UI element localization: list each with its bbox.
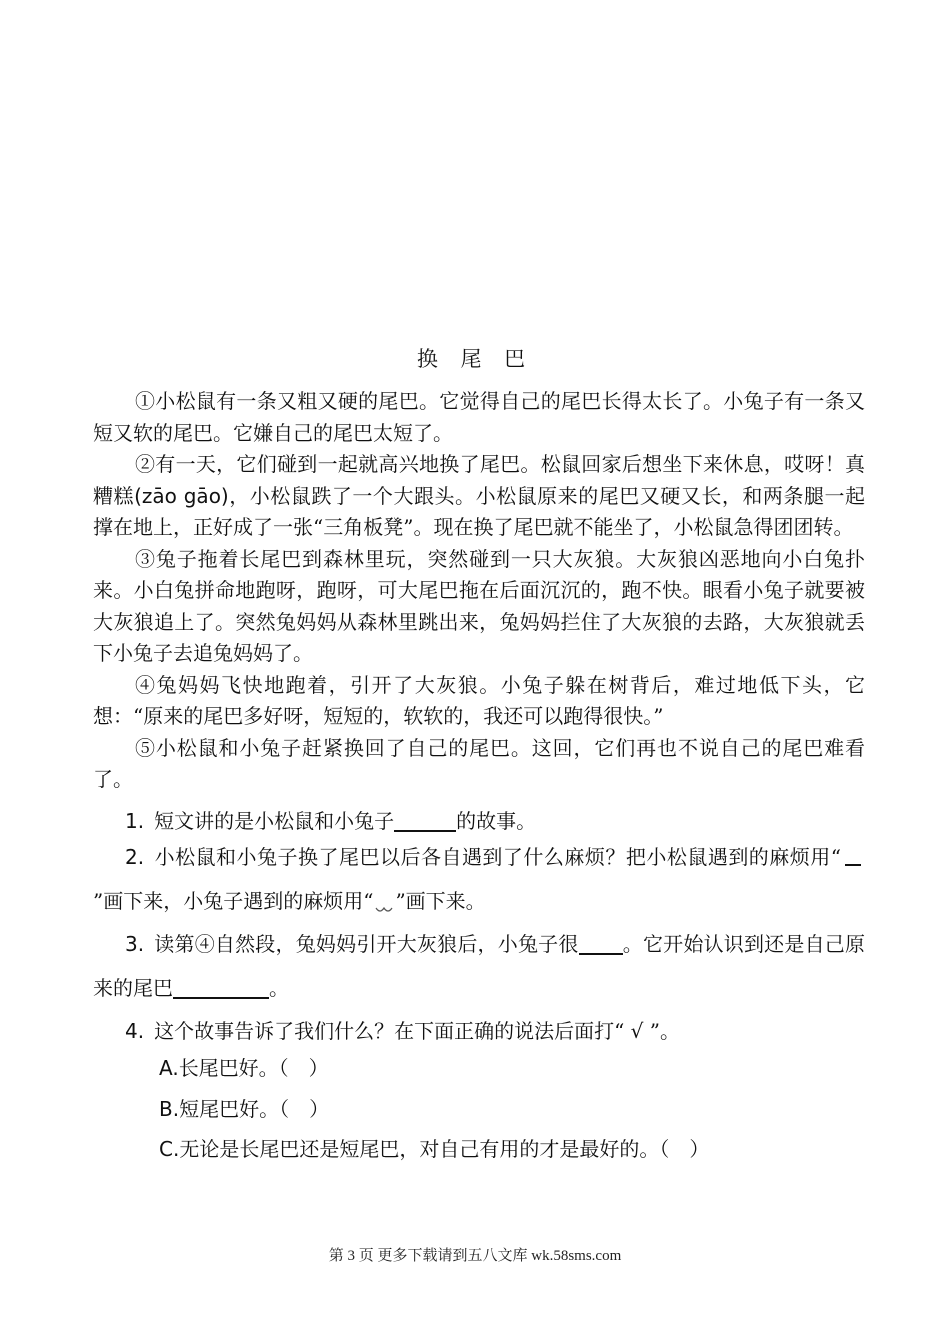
paragraph-3: ③兔子拖着长尾巴到森林里玩，突然碰到一只大灰狼。大灰狼凶恶地向小白兔扑来。小白兔拼命地跑呀，跑呀，可大尾巴拖在后面沉沉的，跑不快。眼看小兔子就要被大灰狼追上了。突然兔妈妈从森林里跳出来，兔妈妈拦住了大灰狼的去路，大灰狼就丢下小兔子去追兔妈妈了。 bbox=[93, 546, 865, 665]
answer-blank[interactable] bbox=[173, 975, 269, 999]
answer-blank[interactable] bbox=[394, 808, 456, 832]
paragraph-5: ⑤小松鼠和小兔子赶紧换回了自己的尾巴。这回，它们再也不说自己的尾巴难看了。 bbox=[93, 735, 865, 791]
option-letter: B. bbox=[159, 1097, 180, 1121]
question-2-number: 2. bbox=[125, 845, 145, 869]
page-footer: 第 3 页 更多下载请到五八文库 wk.58sms.com bbox=[328, 1248, 622, 1264]
question-3-text-a: 读第④自然段，兔妈妈引开大灰狼后，小兔子很 bbox=[154, 932, 579, 956]
paragraph-2-text-b: ，小松鼠跌了一个大跟头。小松鼠原来的尾巴又硬又长，和两条腿一起撑在地上，正好成了一张“三角板凳”。现在换了尾巴就不能坐了，小松鼠急得团团转。 bbox=[93, 483, 866, 539]
question-4 bbox=[93, 1009, 865, 1053]
option-text: 长尾巴好。（ ） bbox=[178, 1056, 329, 1080]
passage-body bbox=[93, 386, 865, 796]
question-3 bbox=[93, 922, 865, 1010]
straight-line-mark-icon bbox=[845, 846, 861, 866]
question-2-text-a: 小松鼠和小兔子换了尾巴以后各自遇到了什么麻烦？把小松鼠遇到的麻烦用“ bbox=[154, 845, 841, 869]
option-c[interactable] bbox=[159, 1134, 709, 1164]
question-1-text-a: 短文讲的是小松鼠和小兔子 bbox=[154, 809, 395, 833]
question-3-number: 3. bbox=[125, 932, 145, 956]
wavy-line-mark-icon bbox=[375, 894, 393, 914]
question-2-text-b: ”画下来，小兔子遇到的麻烦用“ bbox=[93, 889, 374, 913]
option-letter: A. bbox=[159, 1056, 179, 1080]
answer-blank[interactable] bbox=[579, 931, 623, 955]
question-3-text-c: 。 bbox=[269, 976, 289, 1000]
pinyin-annotation: (zāo gāo) bbox=[134, 483, 229, 508]
option-letter: C. bbox=[159, 1137, 180, 1161]
option-a[interactable] bbox=[159, 1053, 329, 1083]
question-2 bbox=[93, 835, 865, 923]
question-3-text-b: 。它开始认识到还是自己原来的尾巴 bbox=[93, 932, 865, 1000]
question-2-text-c: ”画下来。 bbox=[395, 889, 486, 913]
paragraph-4: ④兔妈妈飞快地跑着，引开了大灰狼。小兔子躲在树背后，难过地低下头，它想：“原来的尾巴多好呀，短短的，软软的，我还可以跑得很快。” bbox=[93, 672, 865, 728]
question-4-text: 这个故事告诉了我们什么？在下面正确的说法后面打“ √ ”。 bbox=[154, 1019, 681, 1043]
option-b[interactable] bbox=[159, 1094, 329, 1124]
question-1-number: 1. bbox=[125, 809, 145, 833]
passage-title: 换 尾 巴 bbox=[416, 347, 534, 371]
question-1-text-b: 的故事。 bbox=[456, 809, 537, 833]
paragraph-1: ①小松鼠有一条又粗又硬的尾巴。它觉得自己的尾巴长得太长了。小兔子有一条又短又软的尾巴。它嫌自己的尾巴太短了。 bbox=[93, 389, 865, 445]
paragraph-2-text-a: ②有一天，它们碰到一起就高兴地换了尾巴。松鼠回家后想坐下来休息，哎呀！真糟糕 bbox=[93, 452, 865, 508]
question-4-number: 4. bbox=[125, 1019, 145, 1043]
option-text: 无论是长尾巴还是短尾巴，对自己有用的才是最好的。（ ） bbox=[179, 1137, 710, 1161]
paragraph-2 bbox=[93, 449, 865, 544]
option-text: 短尾巴好。（ ） bbox=[179, 1097, 330, 1121]
